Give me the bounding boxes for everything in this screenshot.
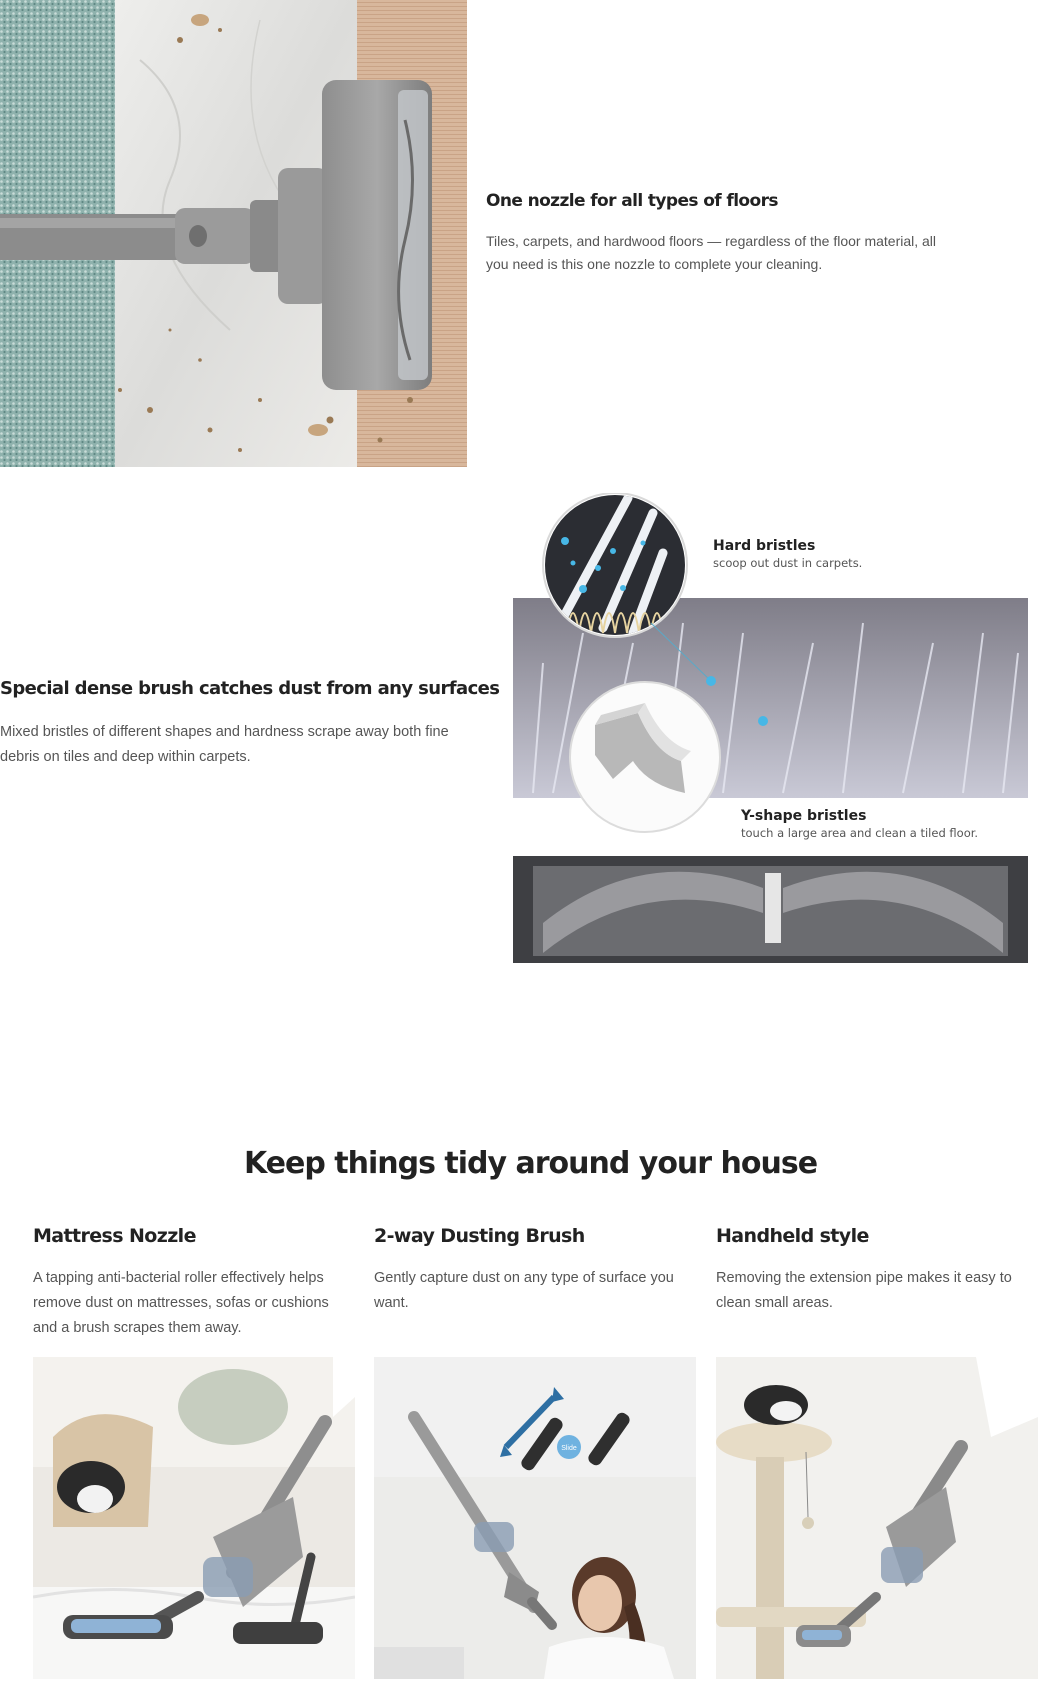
brush-section-description: Mixed bristles of different shapes and hardness scrape away both fine debris on tiles and deep within carpets. xyxy=(0,724,449,765)
hard-bristles-label xyxy=(713,538,862,570)
mattress-nozzle-image xyxy=(33,1357,355,1679)
card-title-dusting-brush: 2-way Dusting Brush xyxy=(374,1225,585,1247)
hard-bristles-title: Hard bristles xyxy=(713,538,816,554)
y-bristles-title: Y-shape bristles xyxy=(741,808,867,824)
y-bristles-desc: touch a large area and clean a tiled floor. xyxy=(741,826,979,840)
hard-bristles-desc: scoop out dust in carpets. xyxy=(713,556,863,570)
y-bristles-label xyxy=(741,808,978,840)
card-description-dusting-brush: Gently capture dust on any type of surface you want. xyxy=(374,1270,674,1311)
card-title-handheld-style: Handheld style xyxy=(716,1225,869,1247)
dusting-brush-image xyxy=(374,1357,696,1679)
slide-badge-text: Slide xyxy=(561,1445,577,1452)
card-description-handheld-style: Removing the extension pipe makes it easy to clean small areas. xyxy=(716,1270,1012,1311)
brush-diagram xyxy=(513,493,1033,983)
floor-nozzle-image xyxy=(0,0,467,467)
house-section-title: Keep things tidy around your house xyxy=(243,1146,818,1181)
handheld-style-image xyxy=(716,1357,1038,1679)
card-description-mattress-nozzle: A tapping anti-bacterial roller effectively helps remove dust on mattresses, sofas or cushions and a brush scrapes them away. xyxy=(33,1270,329,1336)
brush-section-title: Special dense brush catches dust from any surfaces xyxy=(0,678,500,699)
floor-section-title: One nozzle for all types of floors xyxy=(486,191,778,211)
card-title-mattress-nozzle: Mattress Nozzle xyxy=(33,1225,196,1247)
floor-section-description: Tiles, carpets, and hardwood floors — regardless of the floor material, all you need is this one nozzle to complete your cleaning. xyxy=(486,233,937,272)
